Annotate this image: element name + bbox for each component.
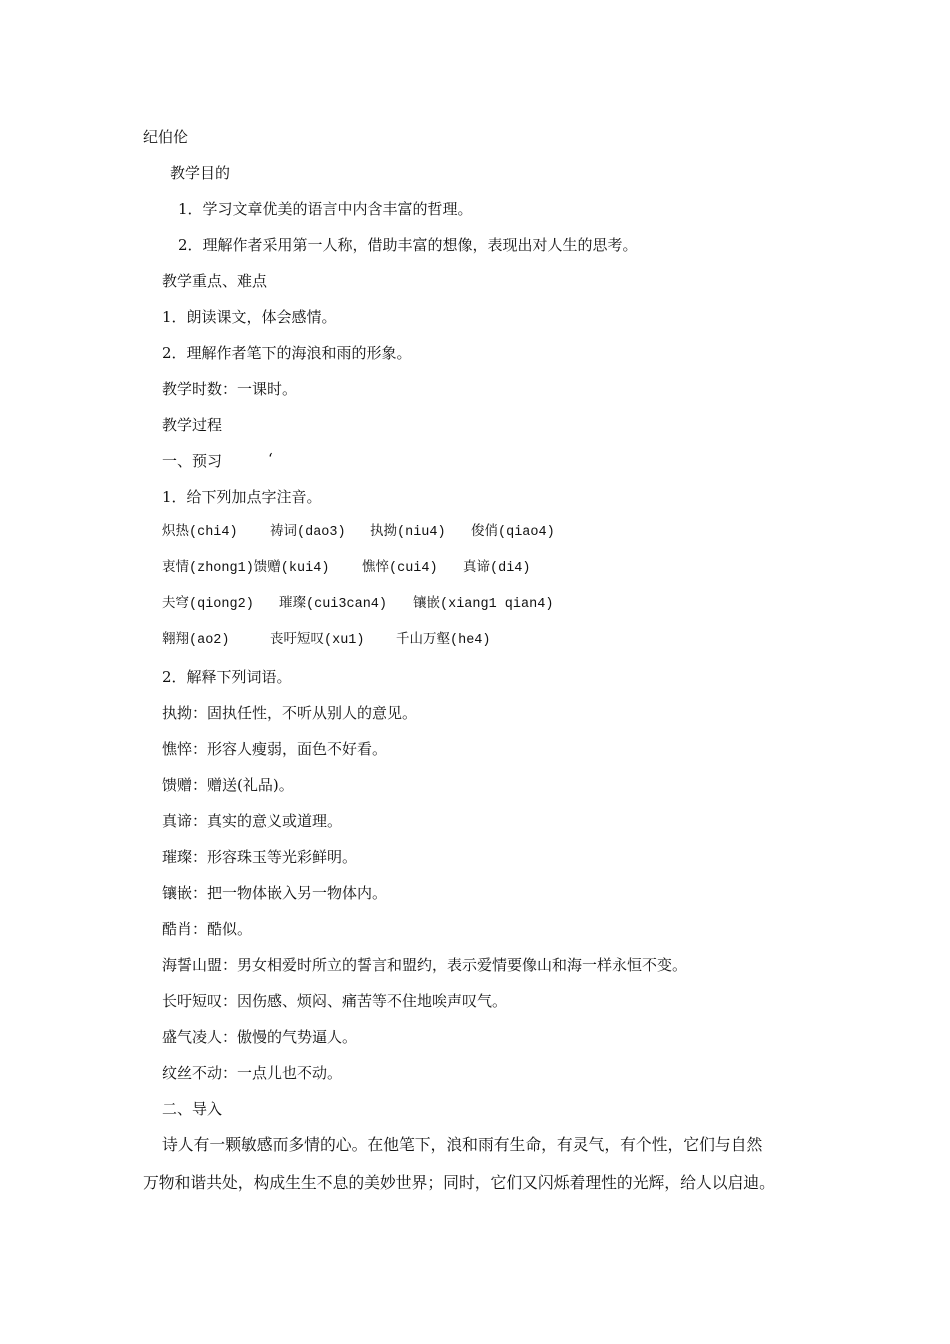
definition-item: 盛气凌人：傲慢的气势逼人。 [162, 1028, 358, 1046]
process-heading: 教学过程 [162, 416, 223, 434]
preview-heading: 一、预习 [162, 452, 223, 470]
definition-item: 真谛：真实的意义或道理。 [162, 812, 343, 830]
intro-paragraph-line: 万物和谐共处，构成生生不息的美妙世界；同时，它们又闪烁着理性的光辉，给人以启迪。 [143, 1173, 775, 1192]
preview-task-1: 1．给下列加点字注音。 [162, 488, 322, 506]
definition-item: 璀璨：形容珠玉等光彩鲜明。 [162, 848, 358, 866]
key-point-item: 1．朗读课文，体会感情。 [162, 308, 337, 326]
goals-heading: 教学目的 [170, 164, 231, 182]
goal-item: 1．学习文章优美的语言中内含丰富的哲理。 [178, 200, 473, 218]
key-points-heading: 教学重点、难点 [162, 272, 268, 290]
pinyin-entry: 俊俏(qiao4) [471, 525, 555, 540]
definition-item: 海誓山盟：男女相爱时所立的誓言和盟约，表示爱情要像山和海一样永恒不变。 [162, 956, 688, 974]
pinyin-entry: 夫穹(qiong2) [162, 597, 254, 612]
goal-item: 2．理解作者采用第一人称，借助丰富的想像，表现出对人生的思考。 [178, 236, 638, 254]
definition-item: 酷肖：酷似。 [162, 920, 253, 938]
key-point-item: 2．理解作者笔下的海浪和雨的形象。 [162, 344, 412, 362]
duration: 教学时数：一课时。 [162, 380, 298, 398]
definition-item: 馈赠：赠送(礼品)。 [162, 776, 294, 794]
pinyin-entry: 翱翔(ao2) [162, 633, 230, 648]
definition-item: 执拗：固执任性，不听从别人的意见。 [162, 704, 418, 722]
pinyin-entry: 真谛(di4) [463, 561, 531, 576]
preview-task-2: 2．解释下列词语。 [162, 668, 292, 686]
author-name: 纪伯伦 [143, 128, 189, 146]
intro-paragraph-line: 诗人有一颗敏感而多情的心。在他笔下，浪和雨有生命，有灵气，有个性，它们与自然 [162, 1135, 763, 1154]
pinyin-entry: 炽热(chi4) [162, 525, 238, 540]
pinyin-entry: 衷情(zhong1)馈赠(kui4) [162, 561, 330, 576]
definition-item: 憔悴：形容人瘦弱，面色不好看。 [162, 740, 388, 758]
pinyin-entry: 憔悴(cui4) [362, 561, 438, 576]
pinyin-entry: 丧吁短叹(xu1) [270, 633, 365, 648]
pinyin-entry: 千山万壑(he4) [396, 633, 491, 648]
intro-heading: 二、导入 [162, 1100, 223, 1118]
stray-mark: ‘ [268, 450, 273, 468]
pinyin-entry: 镶嵌(xiang1 qian4) [413, 597, 554, 612]
definition-item: 长吁短叹：因伤感、烦闷、痛苦等不住地唉声叹气。 [162, 992, 508, 1010]
pinyin-entry: 祷词(dao3) [270, 525, 346, 540]
definition-item: 纹丝不动：一点儿也不动。 [162, 1064, 343, 1082]
pinyin-entry: 璀璨(cui3can4) [279, 597, 388, 612]
pinyin-entry: 执拗(niu4) [370, 525, 446, 540]
definition-item: 镶嵌：把一物体嵌入另一物体内。 [162, 884, 388, 902]
